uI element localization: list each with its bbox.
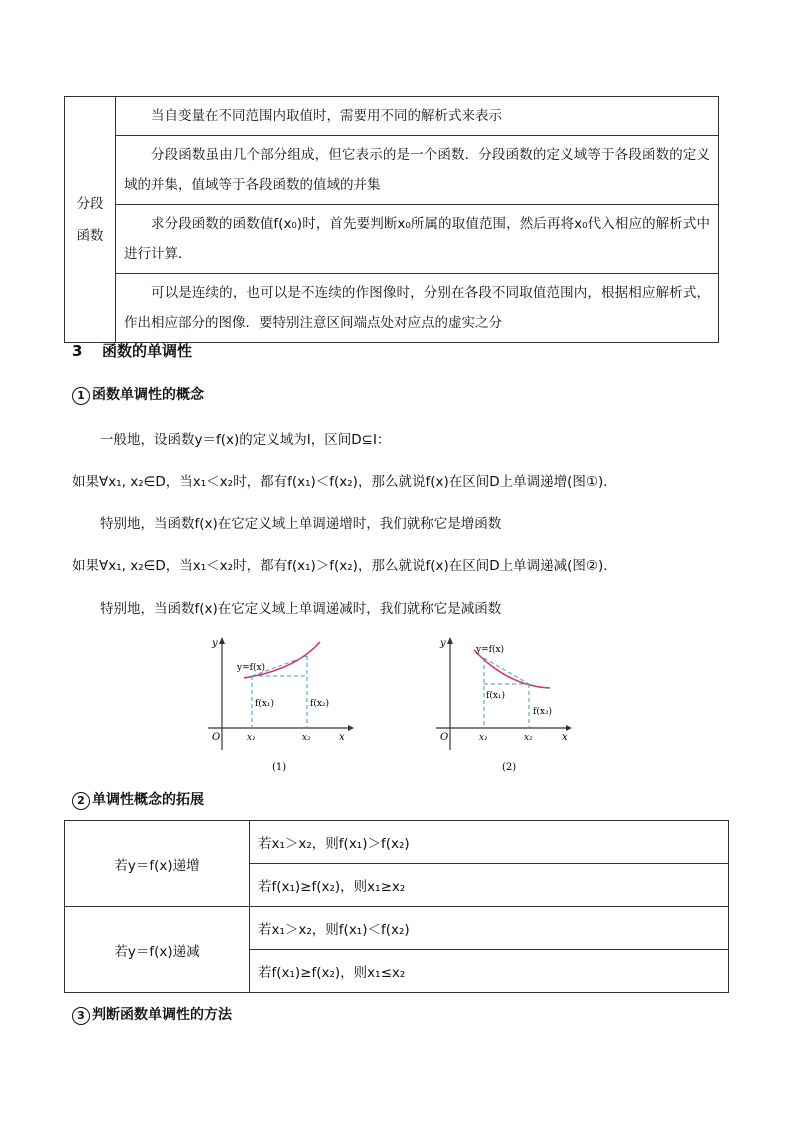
increasing-row-1: 若x₁＞x₂，则f(x₁)＞f(x₂) [250, 821, 729, 864]
subheading-1 [72, 384, 204, 405]
graph-increasing [200, 630, 360, 775]
caption-2: (2) [502, 762, 517, 773]
decreasing-note: 特别地，当函数f(x)在它定义域上单调递减时，我们就称它是减函数 [100, 601, 502, 617]
label-fx1: f(x₁) [486, 691, 506, 701]
label-x2: x₂ [524, 733, 533, 743]
piecewise-label: 分段函数 [65, 97, 116, 343]
decreasing-curve [474, 650, 550, 688]
piecewise-table [64, 96, 719, 343]
decreasing-row-2: 若f(x₁)≥f(x₂)，则x₁≤x₂ [250, 950, 729, 993]
label-x2: x₂ [302, 733, 311, 743]
definition-intro: 一般地，设函数y＝f(x)的定义域为I，区间D⊆I： [100, 432, 391, 448]
label-y: y [212, 638, 218, 649]
section-title: 函数的单调性 [102, 342, 193, 360]
label-fx2: f(x₂) [310, 699, 330, 709]
decreasing-row-1: 若x₁＞x₂，则f(x₁)＜f(x₂) [250, 907, 729, 950]
label-curve: y=f(x) [237, 663, 266, 673]
increasing-definition: 如果∀x₁, x₂∈D，当x₁＜x₂时，都有f(x₁)＜f(x₂)，那么就说f(x)在区间D上单调递增(图①)． [72, 474, 617, 490]
x-axis-arrow [566, 725, 572, 731]
circle-number-1: 1 [72, 387, 90, 405]
y-axis-arrow [219, 637, 225, 644]
y-axis-arrow [447, 637, 453, 644]
label-fx2: f(x₂) [533, 707, 553, 717]
label-x: x [562, 732, 568, 743]
label-x: x [339, 732, 345, 743]
caption-1: (1) [272, 762, 287, 773]
label-x1: x₁ [479, 733, 488, 743]
piecewise-row-4: 可以是连续的，也可以是不连续的作图像时，分别在各段不同取值范围内，根据相应解析式，作出相应部分的图像．要特别注意区间端点处对应点的虚实之分 [116, 274, 719, 343]
piecewise-row-1: 当自变量在不同范围内取值时，需要用不同的解析式来表示 [116, 97, 719, 136]
subheading-1-title: 函数单调性的概念 [92, 387, 204, 403]
label-origin: O [440, 732, 449, 743]
increasing-note: 特别地，当函数f(x)在它定义域上单调递增时，我们就称它是增函数 [100, 516, 502, 532]
decreasing-label: 若y＝f(x)递减 [65, 907, 250, 993]
piecewise-row-2: 分段函数虽由几个部分组成，但它表示的是一个函数．分段函数的定义域等于各段函数的定义域的并集，值域等于各段函数的值域的并集 [116, 136, 719, 205]
section-heading [72, 340, 192, 361]
increasing-label: 若y＝f(x)递增 [65, 821, 250, 907]
circle-number-2: 2 [72, 792, 90, 810]
graph-decreasing [428, 630, 588, 775]
piecewise-row-3: 求分段函数的函数值f(x₀)时，首先要判断x₀所属的取值范围，然后再将x₀代入相应的解析式中进行计算． [116, 205, 719, 274]
section-number: 3 [72, 342, 83, 360]
label-x1: x₁ [247, 733, 256, 743]
circle-number-3: 3 [72, 1007, 90, 1025]
increasing-row-2: 若f(x₁)≥f(x₂)，则x₁≥x₂ [250, 864, 729, 907]
x-axis-arrow [348, 725, 354, 731]
label-y: y [440, 638, 446, 649]
decreasing-definition: 如果∀x₁, x₂∈D，当x₁＜x₂时，都有f(x₁)＞f(x₂)，那么就说f(x)在区间D上单调递减(图②)． [72, 558, 617, 574]
subheading-3-title: 判断函数单调性的方法 [92, 1007, 232, 1023]
label-fx1: f(x₁) [255, 699, 275, 709]
label-origin: O [212, 732, 221, 743]
subheading-3 [72, 1004, 232, 1025]
monotonicity-table [64, 820, 729, 993]
label-curve: y=f(x) [476, 645, 505, 655]
subheading-2 [72, 789, 204, 810]
secant-line [484, 658, 529, 684]
subheading-2-title: 单调性概念的拓展 [92, 792, 204, 808]
